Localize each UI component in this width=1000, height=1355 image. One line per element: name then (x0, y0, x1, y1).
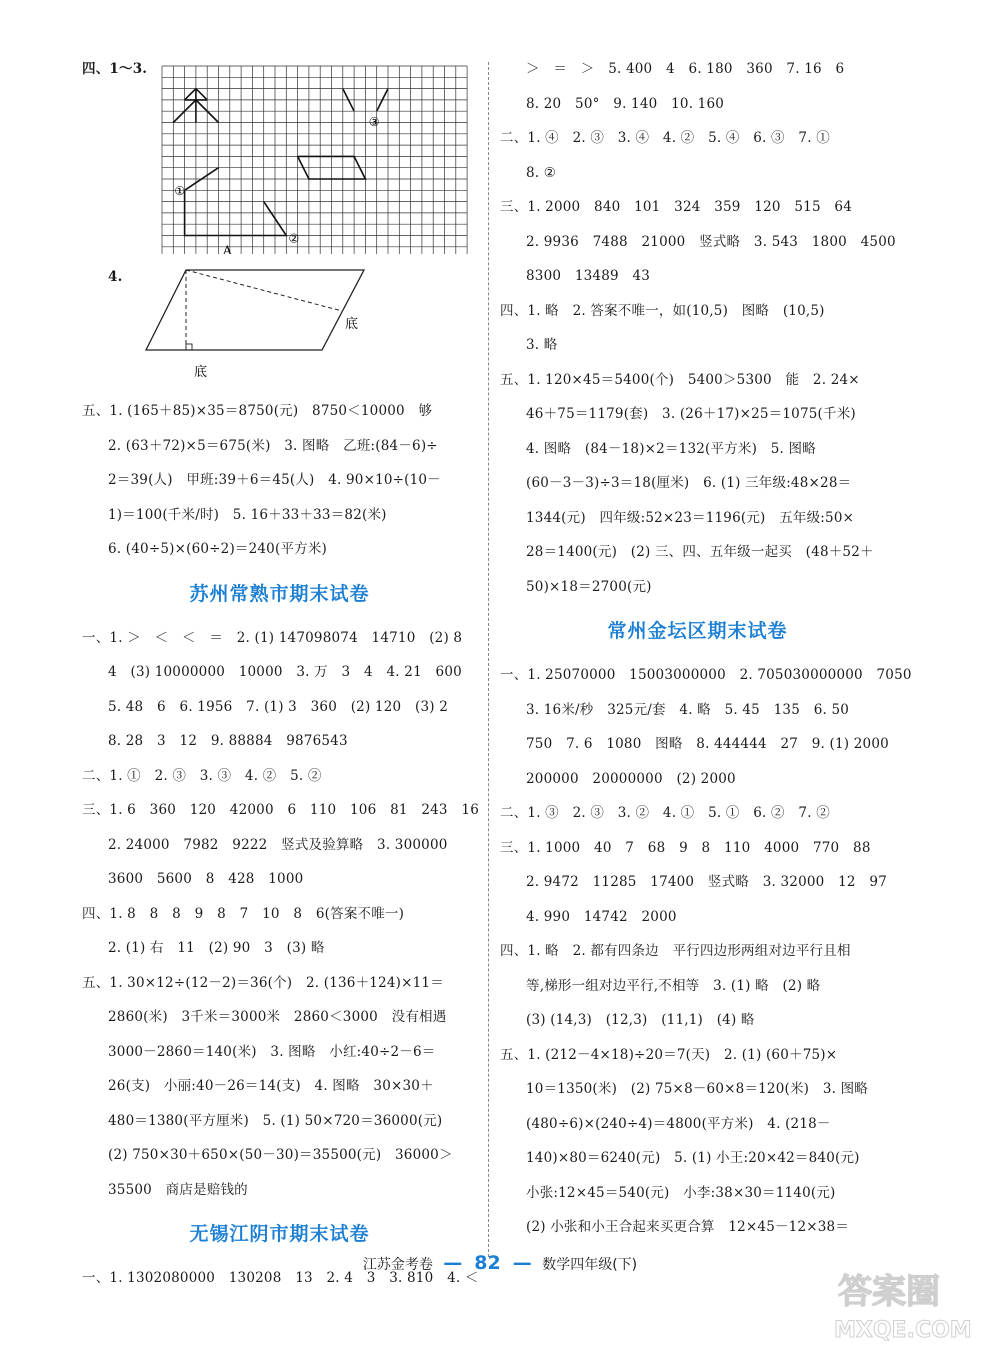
answer-line: 8. 28 3 12 9. 88884 9876543 (108, 733, 348, 749)
answer-line: 8. ② (526, 164, 557, 181)
answer-line: 小张:12×45＝540(元) 小李:38×30＝1140(元) (526, 1184, 836, 1201)
answer-line: ＞ ＝ ＞ 5. 400 4 6. 180 360 7. 16 6 (526, 61, 845, 77)
figure-label-4: 4. (108, 269, 123, 285)
answer-line: 4. 图略 (84－18)×2＝132(平方米) 5. 图略 (526, 440, 816, 457)
watermark-text-cn: 答案圈 (838, 1272, 940, 1312)
answer-line: 四、1. 略 2. 答案不唯一，如(10,5) 图略 (10,5) (500, 302, 825, 319)
label-circle-1: ① (174, 183, 186, 198)
grid-figure-block (82, 52, 477, 258)
figure-label-1-3: 四、1～3. (82, 61, 148, 77)
section-title-jintan: 常州金坛区期末试卷 (607, 620, 788, 642)
answer-line: 三、1. 2000 840 101 324 359 120 515 64 (500, 199, 853, 215)
parallelogram-figure-block (82, 258, 477, 394)
answer-line: 4. 990 14742 2000 (526, 908, 677, 925)
footer-dash-right: — (512, 1252, 532, 1274)
answer-line: 3. 16米/秒 325元/套 4. 略 5. 45 135 6. 50 (526, 701, 850, 718)
answer-line: 四、1. 略 2. 都有四条边 平行四边形两组对边平行且相 (500, 943, 851, 959)
watermark-text-url: MXQE.COM (834, 1318, 972, 1343)
answer-line: 3600 5600 8 428 1000 (108, 871, 304, 887)
base-label-right: 底 (345, 317, 359, 332)
answer-line: 五、1. 30×12÷(12－2)＝36(个) 2. (136＋124)×11＝ (82, 974, 444, 991)
answer-line: 1344(元) 四年级:52×23＝1196(元) 五年级:50× (526, 509, 855, 526)
answer-line: 480＝1380(平方厘米) 5. (1) 50×720＝36000(元) (108, 1112, 443, 1129)
answer-line: 6. (40÷5)×(60÷2)＝240(平方米) (108, 541, 328, 557)
answer-line: 26(支) 小丽:40－26＝14(支) 4. 图略 30×30＋ (108, 1078, 434, 1094)
answer-line: 五、1. (212－4×18)÷20＝7(天) 2. (1) (60＋75)× (500, 1046, 838, 1063)
answer-line: 2860(米) 3千米＝3000米 2860＜3000 没有相遇 (108, 1009, 447, 1025)
footer-book-title: 江苏金考卷 (362, 1257, 433, 1273)
column-divider (488, 62, 489, 1257)
answer-line: 一、1. 1302080000 130208 13 2. 4 3 3. 810 4. ＜ (82, 1270, 479, 1286)
section-title-jiangyin: 无锡江阴市期末试卷 (189, 1223, 370, 1245)
answer-line: 2＝39(人) 甲班:39＋6＝45(人) 4. 90×10÷(10－ (108, 472, 441, 488)
answer-line: 8. 20 50° 9. 140 10. 160 (526, 95, 725, 112)
label-circle-2: ② (288, 231, 300, 246)
right-answers-block-2 (500, 658, 912, 1245)
answer-line: 1)＝100(千米/时) 5. 16＋33＋33＝82(米) (108, 506, 387, 523)
answer-line: (480÷6)×(240÷4)＝4800(平方米) 4. (218－ (526, 1115, 831, 1132)
label-point-a: A (223, 243, 232, 254)
answer-line: 50)×18＝2700(元) (526, 578, 652, 595)
answer-line: 10＝1350(米) (2) 75×8－60×8＝120(米) 3. 图略 (526, 1081, 869, 1097)
answer-line: 等,梯形一组对边平行,不相等 3. (1) 略 (2) 略 (526, 977, 821, 994)
grid-figure (160, 64, 470, 254)
answer-line: 35500 商店是赔钱的 (108, 1181, 248, 1198)
left-answers-block-1 (82, 394, 477, 567)
answer-line: 3000－2860＝140(米) 3. 图略 小红:40÷2－6＝ (108, 1043, 436, 1060)
left-answers-block-2 (82, 621, 477, 1208)
answer-line: 140)×80＝6240(元) 5. (1) 小王:20×42＝840(元) (526, 1150, 860, 1166)
answer-line: 一、1. 25070000 15003000000 2. 705030000000 7050 (500, 667, 912, 683)
answer-line: 46＋75＝1179(套) 3. (26＋17)×25＝1075(千米) (526, 406, 856, 422)
section-title-changshu: 苏州常熟市期末试卷 (189, 582, 370, 605)
page-number: 82 (474, 1252, 501, 1274)
answer-line: 2. 24000 7982 9222 竖式及验算略 3. 300000 (108, 836, 448, 853)
answer-line: 5. 48 6 6. 1956 7. (1) 3 360 (2) 120 (3) 2 (108, 698, 448, 715)
answer-line: 二、1. ③ 2. ③ 3. ② 4. ① 5. ① 6. ② 7. ② (500, 805, 830, 821)
answer-line: (60－3－3)÷3＝18(厘米) 6. (1) 三年级:48×28＝ (526, 475, 852, 491)
footer-subject: 数学四年级(下) (542, 1257, 638, 1273)
parallelogram-figure (142, 266, 382, 386)
answer-line: 2. (1) 右 11 (2) 90 3 (3) 略 (108, 940, 325, 956)
base-label-bottom: 底 (194, 365, 208, 380)
answer-line: (2) 小张和小王合起来买更合算 12×45－12×38＝ (526, 1219, 850, 1235)
answer-line: 二、1. ① 2. ③ 3. ③ 4. ② 5. ② (82, 767, 322, 784)
answer-line: (3) (14,3) (12,3) (11,1) (4) 略 (526, 1012, 755, 1028)
answer-line: 五、1. 120×45＝5400(个) 5400＞5300 能 2. 24× (500, 371, 860, 388)
answer-line: 28＝1400(元) (2) 三、四、五年级一起买 (48＋52＋ (526, 544, 874, 560)
answer-line: 8300 13489 43 (526, 268, 651, 284)
right-column (500, 52, 912, 1245)
answer-line: 三、1. 6 360 120 42000 6 110 106 81 243 16 (82, 802, 479, 818)
answer-line: 3. 略 (526, 337, 558, 353)
answer-line: (2) 750×30＋650×(50－30)＝35500(元) 36000＞ (108, 1147, 453, 1163)
answer-line: 一、1. ＞ ＜ ＜ ＝ 2. (1) 147098074 14710 (2) 8 (82, 629, 463, 646)
answer-line: 750 7. 6 1080 图略 8. 444444 27 9. (1) 2000 (526, 736, 889, 752)
answer-line: 二、1. ④ 2. ③ 3. ④ 4. ② 5. ④ 6. ③ 7. ① (500, 130, 830, 146)
right-answers-block-1 (500, 52, 895, 604)
answer-line: 200000 20000000 (2) 2000 (526, 770, 736, 787)
answer-line: 四、1. 8 8 8 9 8 7 10 8 6(答案不唯一) (82, 905, 405, 922)
answer-line: 4 (3) 10000000 10000 3. 万 3 4 4. 21 600 (108, 664, 462, 680)
label-circle-3: ③ (368, 114, 380, 129)
answer-line: 五、1. (165＋85)×35＝8750(元) 8750＜10000 够 (82, 403, 433, 419)
answer-line: 2. 9936 7488 21000 竖式略 3. 543 1800 4500 (526, 233, 896, 250)
watermark-logo (830, 1257, 980, 1347)
left-column (82, 52, 477, 1296)
answer-line: 2. 9472 11285 17400 竖式略 3. 32000 12 97 (526, 874, 887, 890)
footer-dash-left: — (443, 1252, 463, 1274)
answer-line: 2. (63＋72)×5＝675(米) 3. 图略 乙班:(84－6)÷ (108, 437, 438, 454)
answer-line: 三、1. 1000 40 7 68 9 8 110 4000 770 88 (500, 839, 871, 856)
